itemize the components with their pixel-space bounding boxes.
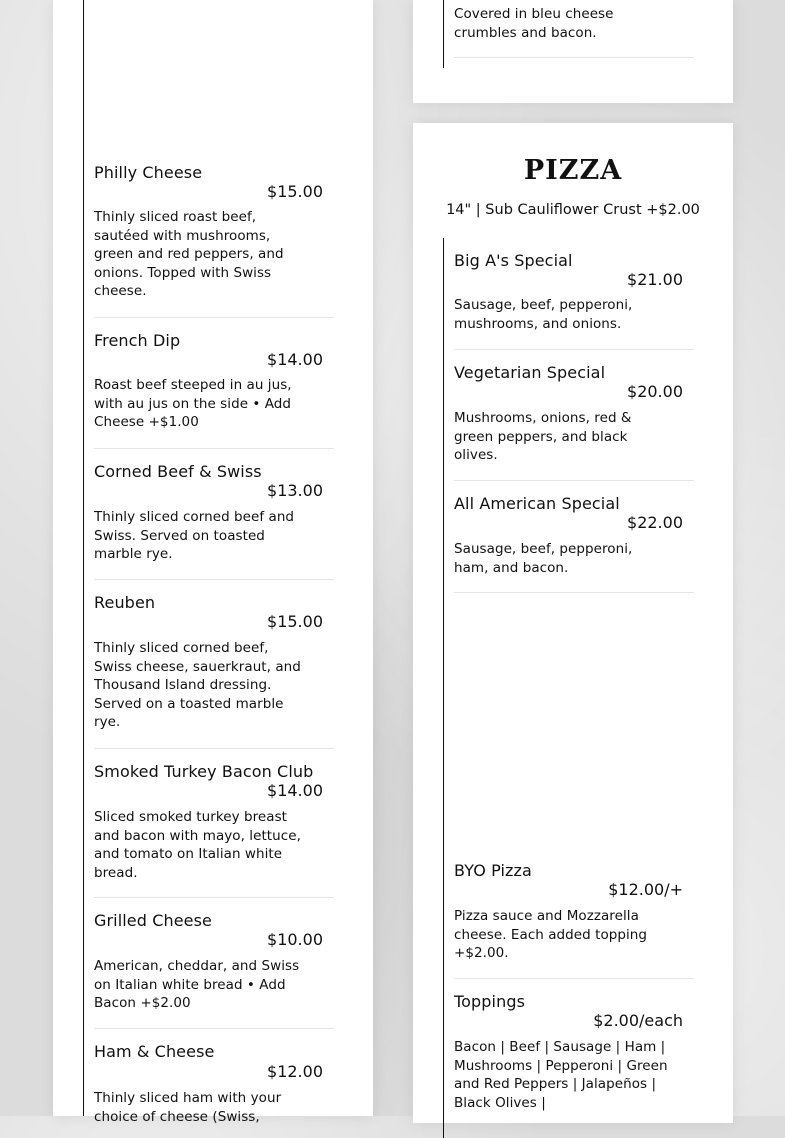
menu-item [94,762,334,881]
item-name: French Dip [94,331,181,350]
item-price: $22.00 [627,513,683,532]
sandwich-menu-card [53,0,373,1125]
item-separator [454,349,694,350]
item-description: Sausage, beef, pepperoni, mushrooms, and onions. [454,297,633,332]
item-price: $14.00 [267,350,323,369]
item-name: Grilled Cheese [94,911,212,930]
section-title: PIZZA [523,155,623,186]
item-separator [94,897,334,898]
menu-item [94,163,334,300]
item-name: Smoked Turkey Bacon Club [94,762,314,781]
item-description: Sausage, beef, pepperoni, ham, and bacon. [454,541,633,576]
item-description: Pizza sauce and Mozzarella cheese. Each added topping +$2.00. [454,908,648,962]
item-separator [454,57,694,58]
section-divider-line [443,0,444,68]
item-name: Ham & Cheese [94,1042,215,1061]
item-price: $14.00 [267,781,323,800]
item-description: Roast beef steeped in au jus, with au jus on the side • Add Cheese +$1.00 [94,377,292,431]
item-separator [94,579,334,580]
item-description: American, cheddar, and Swiss on Italian white bread • Add Bacon +$2.00 [94,958,300,1012]
item-price: $15.00 [267,182,323,201]
section-divider-line [83,0,84,1116]
item-separator [454,978,694,979]
item-name: Toppings [454,992,526,1011]
menu-item [454,494,694,576]
item-description: Bacon | Beef | Sausage | Ham | Mushrooms | Pepperoni | Green and Red Peppers | Jalapeños | Black Olives | [454,1039,668,1111]
item-name: Reuben [94,593,156,612]
item-separator [94,1028,334,1029]
item-name: Vegetarian Special [454,363,606,382]
item-price: $15.00 [267,612,323,631]
section-divider-line [443,238,444,1138]
item-separator [454,592,694,593]
item-name: Philly Cheese [94,163,203,182]
item-description: Sliced smoked turkey breast and bacon with mayo, lettuce, and tomato on Italian white bread. [94,809,301,881]
item-description: Thinly sliced corned beef, Swiss cheese, sauerkraut, and Thousand Island dressing. Served on a toasted marble rye. [94,640,301,731]
item-price: $12.00/+ [608,880,683,899]
menu-item [94,331,334,431]
item-price: $10.00 [267,930,323,949]
menu-item [454,861,694,962]
pizza-menu-card [413,123,733,1123]
item-description: Mushrooms, onions, red & green peppers, and black olives. [454,410,632,464]
item-price: $20.00 [627,382,683,401]
item-name: Big A's Special [454,251,573,270]
menu-item [94,462,334,563]
item-separator [94,748,334,749]
item-price: $13.00 [267,481,323,500]
item-separator [454,480,694,481]
item-price: $12.00 [267,1062,323,1081]
item-separator [94,317,334,318]
menu-item [94,911,334,1012]
item-name: BYO Pizza [454,861,532,880]
item-price: $21.00 [627,270,683,289]
menu-item [94,593,334,731]
item-description: Thinly sliced roast beef, sautéed with mushrooms, green and red peppers, and onions. Topped with Swiss cheese. [94,209,284,300]
item-description: Covered in bleu cheese crumbles and bacon. [454,6,614,41]
item-description: Thinly sliced ham with your choice of cheese (Swiss, [94,1090,282,1125]
item-price: $2.00/each [593,1011,683,1030]
menu-item [454,992,694,1111]
section-subtitle: 14" | Sub Cauliflower Crust +$2.00 [446,202,700,218]
item-separator [94,448,334,449]
previous-section-card [413,0,733,103]
item-name: All American Special [454,494,620,513]
menu-item [454,363,694,464]
menu-item [454,251,694,332]
item-name: Corned Beef & Swiss [94,462,262,481]
menu-item [94,1042,334,1125]
item-description: Thinly sliced corned beef and Swiss. Served on toasted marble rye. [94,509,295,563]
